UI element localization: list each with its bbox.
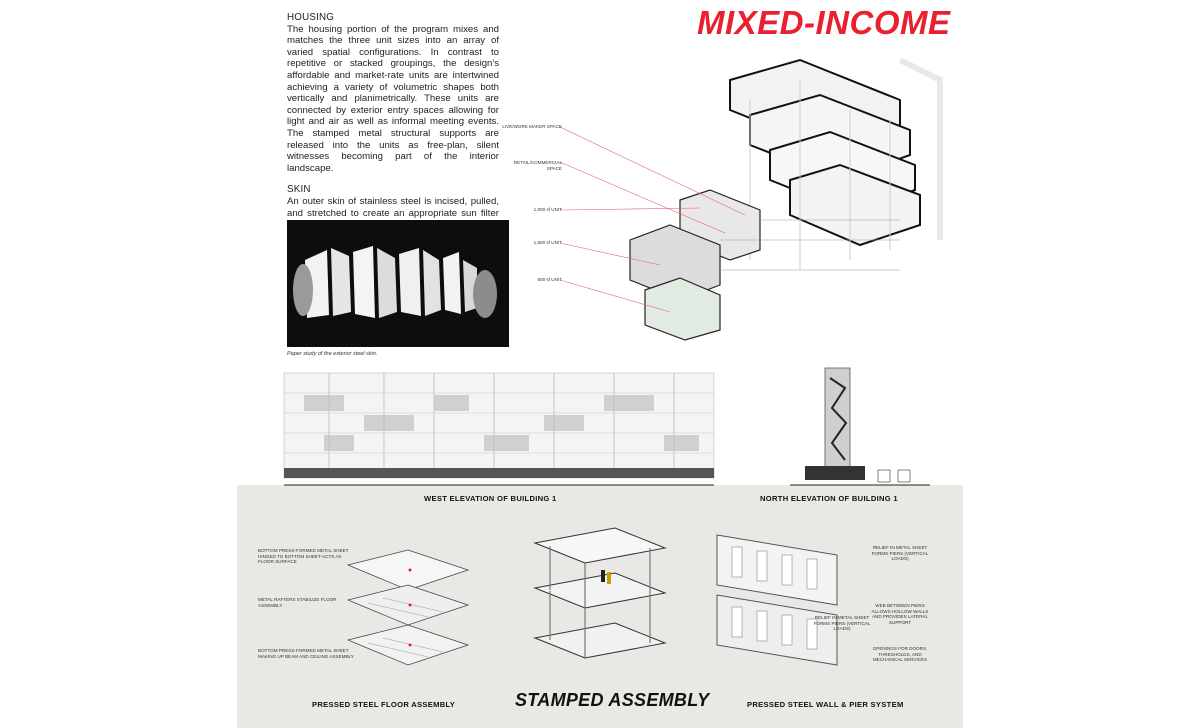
housing-body: The housing portion of the program mixes and matches the three unit sizes into an array of varied spatial configurations. In contrast to repetitive or stacked groupings, the design's affordable and market-rate units are intertwined achieving a variety of volumetric shapes both vertically and planimetrically. These units are connected by exterior entry spaces allowing for light and air as well as informal meeting events. The stamped metal structural supports are released into the units as free-plan, silent witnesses becoming part of the interior landscape. bbox=[287, 23, 499, 174]
description-text bbox=[287, 12, 499, 252]
west-elevation-drawing bbox=[284, 368, 714, 488]
paper-skin-illustration bbox=[287, 220, 509, 347]
floor-note-middle: METAL RAFTERS STABILIZE FLOOR ASSEMBLY bbox=[258, 597, 337, 608]
paper-study-photo bbox=[287, 220, 509, 347]
callout-1500-unit: 1,500 sf UNIT bbox=[533, 240, 562, 245]
page-title: MIXED-INCOME bbox=[697, 4, 951, 41]
wall-pier-label: PRESSED STEEL WALL & PIER SYSTEM bbox=[747, 700, 904, 709]
callout-live-work: LIVE/WORK MAKER SPACE bbox=[502, 124, 562, 129]
photo-caption: Paper study of the exterior steel skin. bbox=[287, 351, 378, 357]
exploded-axonometric-drawing bbox=[600, 40, 960, 340]
floor-note-bottom: BOTTOM PRESS-FORMED METAL SHEET MAKING UP BEAM AND CEILING ASSEMBLY bbox=[258, 648, 354, 659]
west-elevation-label: WEST ELEVATION OF BUILDING 1 bbox=[424, 494, 557, 503]
callout-retail: RETAIL/COMMERCIAL SPACE bbox=[513, 160, 562, 171]
floor-assembly-label: PRESSED STEEL FLOOR ASSEMBLY bbox=[312, 700, 456, 709]
skin-heading: SKIN bbox=[287, 184, 311, 196]
stamped-assembly-title: STAMPED ASSEMBLY bbox=[515, 690, 710, 710]
callout-1000-unit: 1,000 sf UNIT bbox=[533, 207, 562, 212]
wall-note-web: WEB BETWEEN PIERS ALLOWS HOLLOW WALLS AND PROVIDES LATERAL SUPPORT bbox=[871, 603, 929, 625]
callout-600-unit: 600 sf UNIT bbox=[537, 277, 562, 282]
wall-pier-drawing bbox=[707, 525, 857, 675]
north-elevation-drawing bbox=[790, 368, 930, 488]
housing-heading: HOUSING bbox=[287, 12, 335, 23]
floor-assembly-drawing bbox=[338, 545, 478, 675]
floor-note-top: BOTTOM PRESS-FORMED METAL SHEET HINGED TO BOTTOM SHEET-ACTS AS FLOOR SURFACE bbox=[258, 548, 349, 565]
north-elevation-label: NORTH ELEVATION OF BUILDING 1 bbox=[760, 494, 898, 503]
wall-note-piers-bottom: RELIEF IN METAL SHEET FORMS PIERS (VERTICAL LOADS) bbox=[813, 615, 871, 632]
wall-note-piers-top: RELIEF IN METAL SHEET FORMS PIERS (VERTICAL LOADS) bbox=[871, 545, 929, 562]
stacked-section-drawing bbox=[525, 528, 675, 678]
skin-body: An outer skin of stainless steel is incised, pulled, and stretched to create an appropriate sun filter bbox=[287, 195, 499, 219]
wall-note-openings: OPENINGS FOR DOORS, THRESHOLDS, AND MECHANICAL SERVICES bbox=[872, 646, 928, 663]
